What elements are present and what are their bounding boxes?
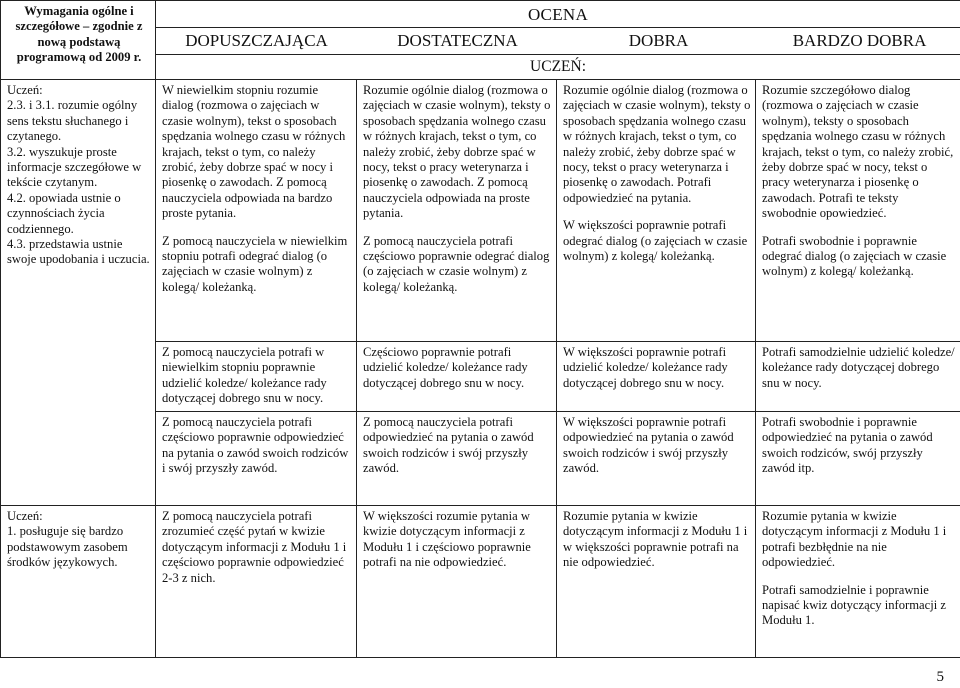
criteria-cell bbox=[156, 80, 357, 342]
criteria-cell bbox=[357, 506, 557, 658]
criteria-text: Potrafi samodzielnie i poprawnie napisać kwiz dotyczący informacji z Modułu 1. bbox=[762, 582, 946, 628]
criteria-text: Rozumie ogólnie dialog (rozmowa o zajęciach w czasie wolnym), teksty o sposobach spędzania wolnego czasu w różnych krajach, tekst o tym, co należy zrobić, żeby dobrze spać w nocy, tekst o pracy weterynarza i piosenkę o zawodach. Z pomocą nauczyciela odpowiada na proste pytania. bbox=[363, 83, 551, 221]
grades-header bbox=[156, 1, 960, 80]
req-text: 4.2. opowiada ustnie o czynnościach życia codziennego. bbox=[7, 190, 121, 236]
ocena-label: OCENA bbox=[156, 1, 960, 28]
requirements-header: Wymagania ogólne i szczegółowe – zgodnie z nową podstawą programową od 2009 r. bbox=[1, 1, 156, 80]
criteria-text: Z pomocą nauczyciela potrafi zrozumieć część pytań w kwizie dotyczącym informacji z Modułu 1 i częściowo poprawnie odpowiedzieć 2-3 z nich. bbox=[162, 509, 347, 585]
criteria-text: W większości rozumie pytania w kwizie dotyczącym informacji z Modułu 1 i częściowo poprawnie potrafi na nie odpowiedzieć. bbox=[363, 509, 531, 570]
req-text: 4.3. przedstawia ustnie swoje upodobania i uczucia. bbox=[7, 237, 150, 267]
page-number: 5 bbox=[936, 669, 944, 685]
level-bardzo-dobra: BARDZO DOBRA bbox=[792, 31, 927, 50]
requirements-cell-1 bbox=[1, 80, 156, 506]
table-header-row bbox=[1, 1, 960, 80]
criteria-text: W niewielkim stopniu rozumie dialog (rozmowa o zajęciach w czasie wolnym), tekst o sposobach spędzania wolnego czasu w różnych krajach, tekst o tym, co należy zrobić, żeby dobrze spać w nocy i piosenkę o zawodach. Z pomocą nauczyciela odpowiada na bardzo proste pytania. bbox=[162, 83, 346, 221]
criteria-cell: Częściowo poprawnie potrafi udzielić koledze/ koleżance rady dotyczącej dobrego snu w nocy. bbox=[357, 342, 557, 412]
req-text: 2.3. i 3.1. rozumie ogólny sens tekstu słuchanego i czytanego. bbox=[7, 98, 138, 144]
criteria-text: Z pomocą nauczyciela w niewielkim stopniu potrafi odegrać dialog (o zajęciach w czasie wolnym) z kolegą/ koleżanką. bbox=[162, 233, 348, 294]
grade-levels bbox=[156, 28, 960, 55]
criteria-cell: Potrafi samodzielnie udzielić koledze/ koleżance rady dotyczącej dobrego snu w nocy. bbox=[756, 342, 960, 412]
criteria-cell bbox=[756, 506, 960, 658]
req-text: 3.2. wyszukuje proste informacje szczegółowe w tekście czytanym. bbox=[7, 144, 142, 190]
criteria-text: Rozumie szczegółowo dialog (rozmowa o zajęciach w czasie wolnym), teksty o sposobach spędzania wolnego czasu w różnych krajach, tekst o tym, co należy zrobić, żeby dobrze spać w nocy, tekst o pracy weterynarza i piosenkę o zawodach. Potrafi te teksty swobodnie opowiedzieć. bbox=[762, 83, 954, 221]
criteria-cell: Potrafi swobodnie i poprawnie odpowiedzieć na pytania o zawód swoich rodziców, swój przyszły zawód itp. bbox=[756, 412, 960, 506]
uczen-label: UCZEŃ: bbox=[530, 58, 586, 75]
req-text: 1. posługuje się bardzo podstawowym zasobem środków językowych. bbox=[7, 524, 128, 570]
criteria-text: Potrafi swobodnie i poprawnie odegrać dialog (o zajęciach w czasie wolnym) z kolegą/ koleżanką. bbox=[762, 233, 947, 279]
criteria-cell: W większości poprawnie potrafi odpowiedzieć na pytania o zawód swoich rodziców i swój przyszły zawód. bbox=[557, 412, 756, 506]
req-text: Uczeń: bbox=[7, 83, 43, 97]
criteria-text: Z pomocą nauczyciela potrafi częściowo poprawnie odegrać dialog (o zajęciach w czasie wolnym) z kolegą/ koleżanką. bbox=[363, 233, 550, 294]
criteria-cell: Z pomocą nauczyciela potrafi w niewielkim stopniu poprawnie udzielić koledze/ koleżance rady dotyczącej dobrego snu w nocy. bbox=[156, 342, 357, 412]
level-dopuszczajaca: DOPUSZCZAJĄCA bbox=[185, 31, 328, 50]
table-row bbox=[1, 80, 960, 342]
level-dostateczna: DOSTATECZNA bbox=[397, 31, 518, 50]
criteria-text: W większości poprawnie potrafi odegrać dialog (o zajęciach w czasie wolnym) z kolegą/ koleżanką. bbox=[563, 218, 748, 264]
req-text: Uczeń: bbox=[7, 509, 43, 523]
criteria-cell: Z pomocą nauczyciela potrafi odpowiedzieć na pytania o zawód swoich rodziców i swój przyszły zawód. bbox=[357, 412, 557, 506]
criteria-text: Rozumie pytania w kwizie dotyczącym informacji z Modułu 1 i potrafi bezbłędnie na nie odpowiedzieć. bbox=[762, 509, 947, 570]
criteria-cell: Z pomocą nauczyciela potrafi częściowo poprawnie odpowiedzieć na pytania o zawód swoich rodziców i swój przyszły zawód. bbox=[156, 412, 357, 506]
level-dobra: DOBRA bbox=[628, 31, 689, 50]
table-row bbox=[1, 506, 960, 658]
criteria-cell: W większości poprawnie potrafi udzielić koledze/ koleżance rady dotyczącej dobrego snu w nocy. bbox=[557, 342, 756, 412]
criteria-text: Rozumie ogólnie dialog (rozmowa o zajęciach w czasie wolnym), teksty o sposobach spędzania wolnego czasu w różnych krajach, tekst o tym, co należy zrobić, żeby dobrze spać w nocy, tekst o pracy weterynarza i piosenkę o zawodach. Potrafi odpowiedzieć na pytania. bbox=[563, 83, 751, 205]
criteria-cell bbox=[756, 80, 960, 342]
requirements-cell-2 bbox=[1, 506, 156, 658]
criteria-text: Rozumie pytania w kwizie dotyczącym informacji z Modułu 1 i w większości poprawnie potrafi na nie odpowiedzieć. bbox=[563, 509, 748, 570]
criteria-cell bbox=[357, 80, 557, 342]
criteria-cell bbox=[156, 506, 357, 658]
criteria-cell bbox=[557, 506, 756, 658]
criteria-cell bbox=[557, 80, 756, 342]
